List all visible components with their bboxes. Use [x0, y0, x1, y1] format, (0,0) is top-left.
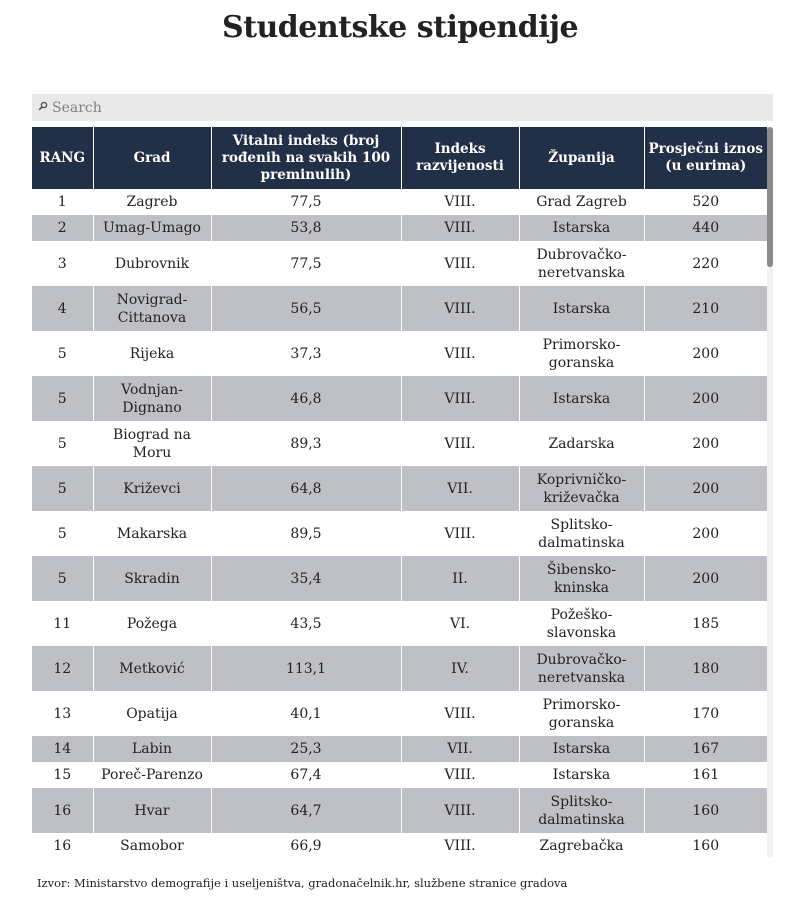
table-cell-prosjecni-iznos: 161	[644, 762, 767, 788]
table-cell-vitalni-indeks: 64,8	[211, 466, 401, 511]
table-cell-rang: 16	[32, 833, 93, 857]
table-cell-zupanija: Splitsko-dalmatinska	[519, 511, 644, 556]
table-row	[32, 556, 767, 601]
table-cell-zupanija: Šibensko-kninska	[519, 556, 644, 601]
table-cell-grad: Rijeka	[93, 331, 211, 376]
table-cell-rang: 3	[32, 241, 93, 286]
table-cell-rang: 12	[32, 646, 93, 691]
table-cell-indeks-razvijenosti: VIII.	[401, 788, 519, 833]
table-cell-indeks-razvijenosti: VIII.	[401, 286, 519, 331]
table-row	[32, 286, 767, 331]
table-cell-prosjecni-iznos: 440	[644, 215, 767, 241]
table-cell-rang: 13	[32, 691, 93, 736]
table-cell-vitalni-indeks: 37,3	[211, 331, 401, 376]
table-header-vitalni-indeks[interactable]: Vitalni indeks (broj rođenih na svakih 100 preminulih)	[211, 127, 401, 189]
table-cell-indeks-razvijenosti: VIII.	[401, 511, 519, 556]
table-cell-zupanija: Istarska	[519, 762, 644, 788]
table-scrollbar[interactable]	[767, 127, 773, 857]
table-cell-grad: Labin	[93, 736, 211, 762]
table-row	[32, 376, 767, 421]
table-header-indeks-razvijenosti[interactable]: Indeks razvijenosti	[401, 127, 519, 189]
table-cell-rang: 1	[32, 189, 93, 215]
table-row	[32, 646, 767, 691]
table-cell-prosjecni-iznos: 160	[644, 788, 767, 833]
table-cell-grad: Križevci	[93, 466, 211, 511]
table-cell-vitalni-indeks: 40,1	[211, 691, 401, 736]
table-row	[32, 331, 767, 376]
table-cell-prosjecni-iznos: 167	[644, 736, 767, 762]
table-cell-grad: Umag-Umago	[93, 215, 211, 241]
table-row	[32, 833, 767, 857]
table-cell-indeks-razvijenosti: II.	[401, 556, 519, 601]
table-cell-rang: 16	[32, 788, 93, 833]
table-row	[32, 215, 767, 241]
table-cell-prosjecni-iznos: 200	[644, 466, 767, 511]
table-cell-indeks-razvijenosti: VIII.	[401, 215, 519, 241]
table-cell-grad: Dubrovnik	[93, 241, 211, 286]
table-cell-prosjecni-iznos: 170	[644, 691, 767, 736]
table-cell-prosjecni-iznos: 210	[644, 286, 767, 331]
table-row	[32, 466, 767, 511]
data-table	[32, 127, 767, 857]
table-cell-zupanija: Dubrovačko-neretvanska	[519, 646, 644, 691]
table-cell-indeks-razvijenosti: IV.	[401, 646, 519, 691]
table-cell-indeks-razvijenosti: VIII.	[401, 189, 519, 215]
table-cell-indeks-razvijenosti: VII.	[401, 466, 519, 511]
data-table-container[interactable]	[32, 127, 767, 857]
table-cell-rang: 14	[32, 736, 93, 762]
table-cell-prosjecni-iznos: 180	[644, 646, 767, 691]
table-cell-vitalni-indeks: 77,5	[211, 241, 401, 286]
table-cell-vitalni-indeks: 77,5	[211, 189, 401, 215]
table-cell-zupanija: Požeško-slavonska	[519, 601, 644, 646]
search-input[interactable]	[50, 94, 752, 121]
table-cell-indeks-razvijenosti: VIII.	[401, 331, 519, 376]
table-cell-zupanija: Istarska	[519, 215, 644, 241]
table-cell-prosjecni-iznos: 200	[644, 556, 767, 601]
table-cell-zupanija: Splitsko-dalmatinska	[519, 788, 644, 833]
table-cell-rang: 4	[32, 286, 93, 331]
table-header-zupanija[interactable]: Županija	[519, 127, 644, 189]
table-header-rang[interactable]: RANG	[32, 127, 93, 189]
table-cell-rang: 5	[32, 511, 93, 556]
table-cell-zupanija: Zadarska	[519, 421, 644, 466]
table-cell-grad: Zagreb	[93, 189, 211, 215]
table-row	[32, 189, 767, 215]
table-cell-grad: Poreč-Parenzo	[93, 762, 211, 788]
table-row	[32, 691, 767, 736]
table-cell-zupanija: Primorsko-goranska	[519, 331, 644, 376]
table-cell-vitalni-indeks: 43,5	[211, 601, 401, 646]
scrollbar-thumb[interactable]	[767, 127, 773, 267]
table-row	[32, 241, 767, 286]
table-cell-vitalni-indeks: 67,4	[211, 762, 401, 788]
table-cell-grad: Skradin	[93, 556, 211, 601]
table-cell-rang: 15	[32, 762, 93, 788]
table-cell-grad: Vodnjan-Dignano	[93, 376, 211, 421]
table-cell-indeks-razvijenosti: VII.	[401, 736, 519, 762]
table-cell-zupanija: Istarska	[519, 376, 644, 421]
table-cell-vitalni-indeks: 46,8	[211, 376, 401, 421]
table-cell-prosjecni-iznos: 520	[644, 189, 767, 215]
table-cell-vitalni-indeks: 64,7	[211, 788, 401, 833]
table-cell-vitalni-indeks: 35,4	[211, 556, 401, 601]
table-row	[32, 736, 767, 762]
table-cell-grad: Hvar	[93, 788, 211, 833]
search-icon	[38, 101, 48, 111]
table-cell-grad: Metković	[93, 646, 211, 691]
table-cell-vitalni-indeks: 89,3	[211, 421, 401, 466]
table-header-prosjecni-iznos[interactable]: Prosječni iznos (u eurima)	[644, 127, 767, 189]
table-cell-rang: 5	[32, 421, 93, 466]
table-row	[32, 601, 767, 646]
table-cell-prosjecni-iznos: 200	[644, 331, 767, 376]
table-cell-grad: Opatija	[93, 691, 211, 736]
table-header-grad[interactable]: Grad	[93, 127, 211, 189]
table-cell-prosjecni-iznos: 185	[644, 601, 767, 646]
table-cell-grad: Samobor	[93, 833, 211, 857]
table-row	[32, 421, 767, 466]
table-cell-rang: 5	[32, 331, 93, 376]
table-header-row	[32, 127, 767, 189]
table-cell-zupanija: Istarska	[519, 286, 644, 331]
search-bar[interactable]	[32, 94, 773, 121]
table-cell-rang: 11	[32, 601, 93, 646]
table-cell-indeks-razvijenosti: VI.	[401, 601, 519, 646]
table-cell-grad: Požega	[93, 601, 211, 646]
table-cell-rang: 5	[32, 376, 93, 421]
table-cell-grad: Novigrad-Cittanova	[93, 286, 211, 331]
table-cell-grad: Biograd na Moru	[93, 421, 211, 466]
table-cell-prosjecni-iznos: 200	[644, 421, 767, 466]
table-cell-zupanija: Grad Zagreb	[519, 189, 644, 215]
table-cell-vitalni-indeks: 66,9	[211, 833, 401, 857]
table-cell-grad: Makarska	[93, 511, 211, 556]
table-cell-prosjecni-iznos: 160	[644, 833, 767, 857]
table-cell-vitalni-indeks: 56,5	[211, 286, 401, 331]
table-cell-prosjecni-iznos: 200	[644, 376, 767, 421]
table-cell-indeks-razvijenosti: VIII.	[401, 833, 519, 857]
table-cell-rang: 2	[32, 215, 93, 241]
table-cell-vitalni-indeks: 25,3	[211, 736, 401, 762]
table-cell-zupanija: Istarska	[519, 736, 644, 762]
table-cell-indeks-razvijenosti: VIII.	[401, 241, 519, 286]
table-cell-zupanija: Dubrovačko-neretvanska	[519, 241, 644, 286]
table-row	[32, 762, 767, 788]
table-cell-indeks-razvijenosti: VIII.	[401, 376, 519, 421]
table-row	[32, 788, 767, 833]
table-cell-prosjecni-iznos: 220	[644, 241, 767, 286]
table-cell-indeks-razvijenosti: VIII.	[401, 691, 519, 736]
table-cell-zupanija: Primorsko-goranska	[519, 691, 644, 736]
table-cell-indeks-razvijenosti: VIII.	[401, 421, 519, 466]
table-cell-zupanija: Koprivničko-križevačka	[519, 466, 644, 511]
table-cell-rang: 5	[32, 556, 93, 601]
table-cell-zupanija: Zagrebačka	[519, 833, 644, 857]
page-title: Studentske stipendije	[221, 10, 579, 45]
table-cell-vitalni-indeks: 113,1	[211, 646, 401, 691]
table-cell-vitalni-indeks: 53,8	[211, 215, 401, 241]
table-cell-prosjecni-iznos: 200	[644, 511, 767, 556]
table-cell-vitalni-indeks: 89,5	[211, 511, 401, 556]
table-cell-indeks-razvijenosti: VIII.	[401, 762, 519, 788]
table-cell-rang: 5	[32, 466, 93, 511]
table-row	[32, 511, 767, 556]
source-note: Izvor: Ministarstvo demografije i useljeništva, gradonačelnik.hr, službene stranice gradova	[37, 876, 568, 890]
